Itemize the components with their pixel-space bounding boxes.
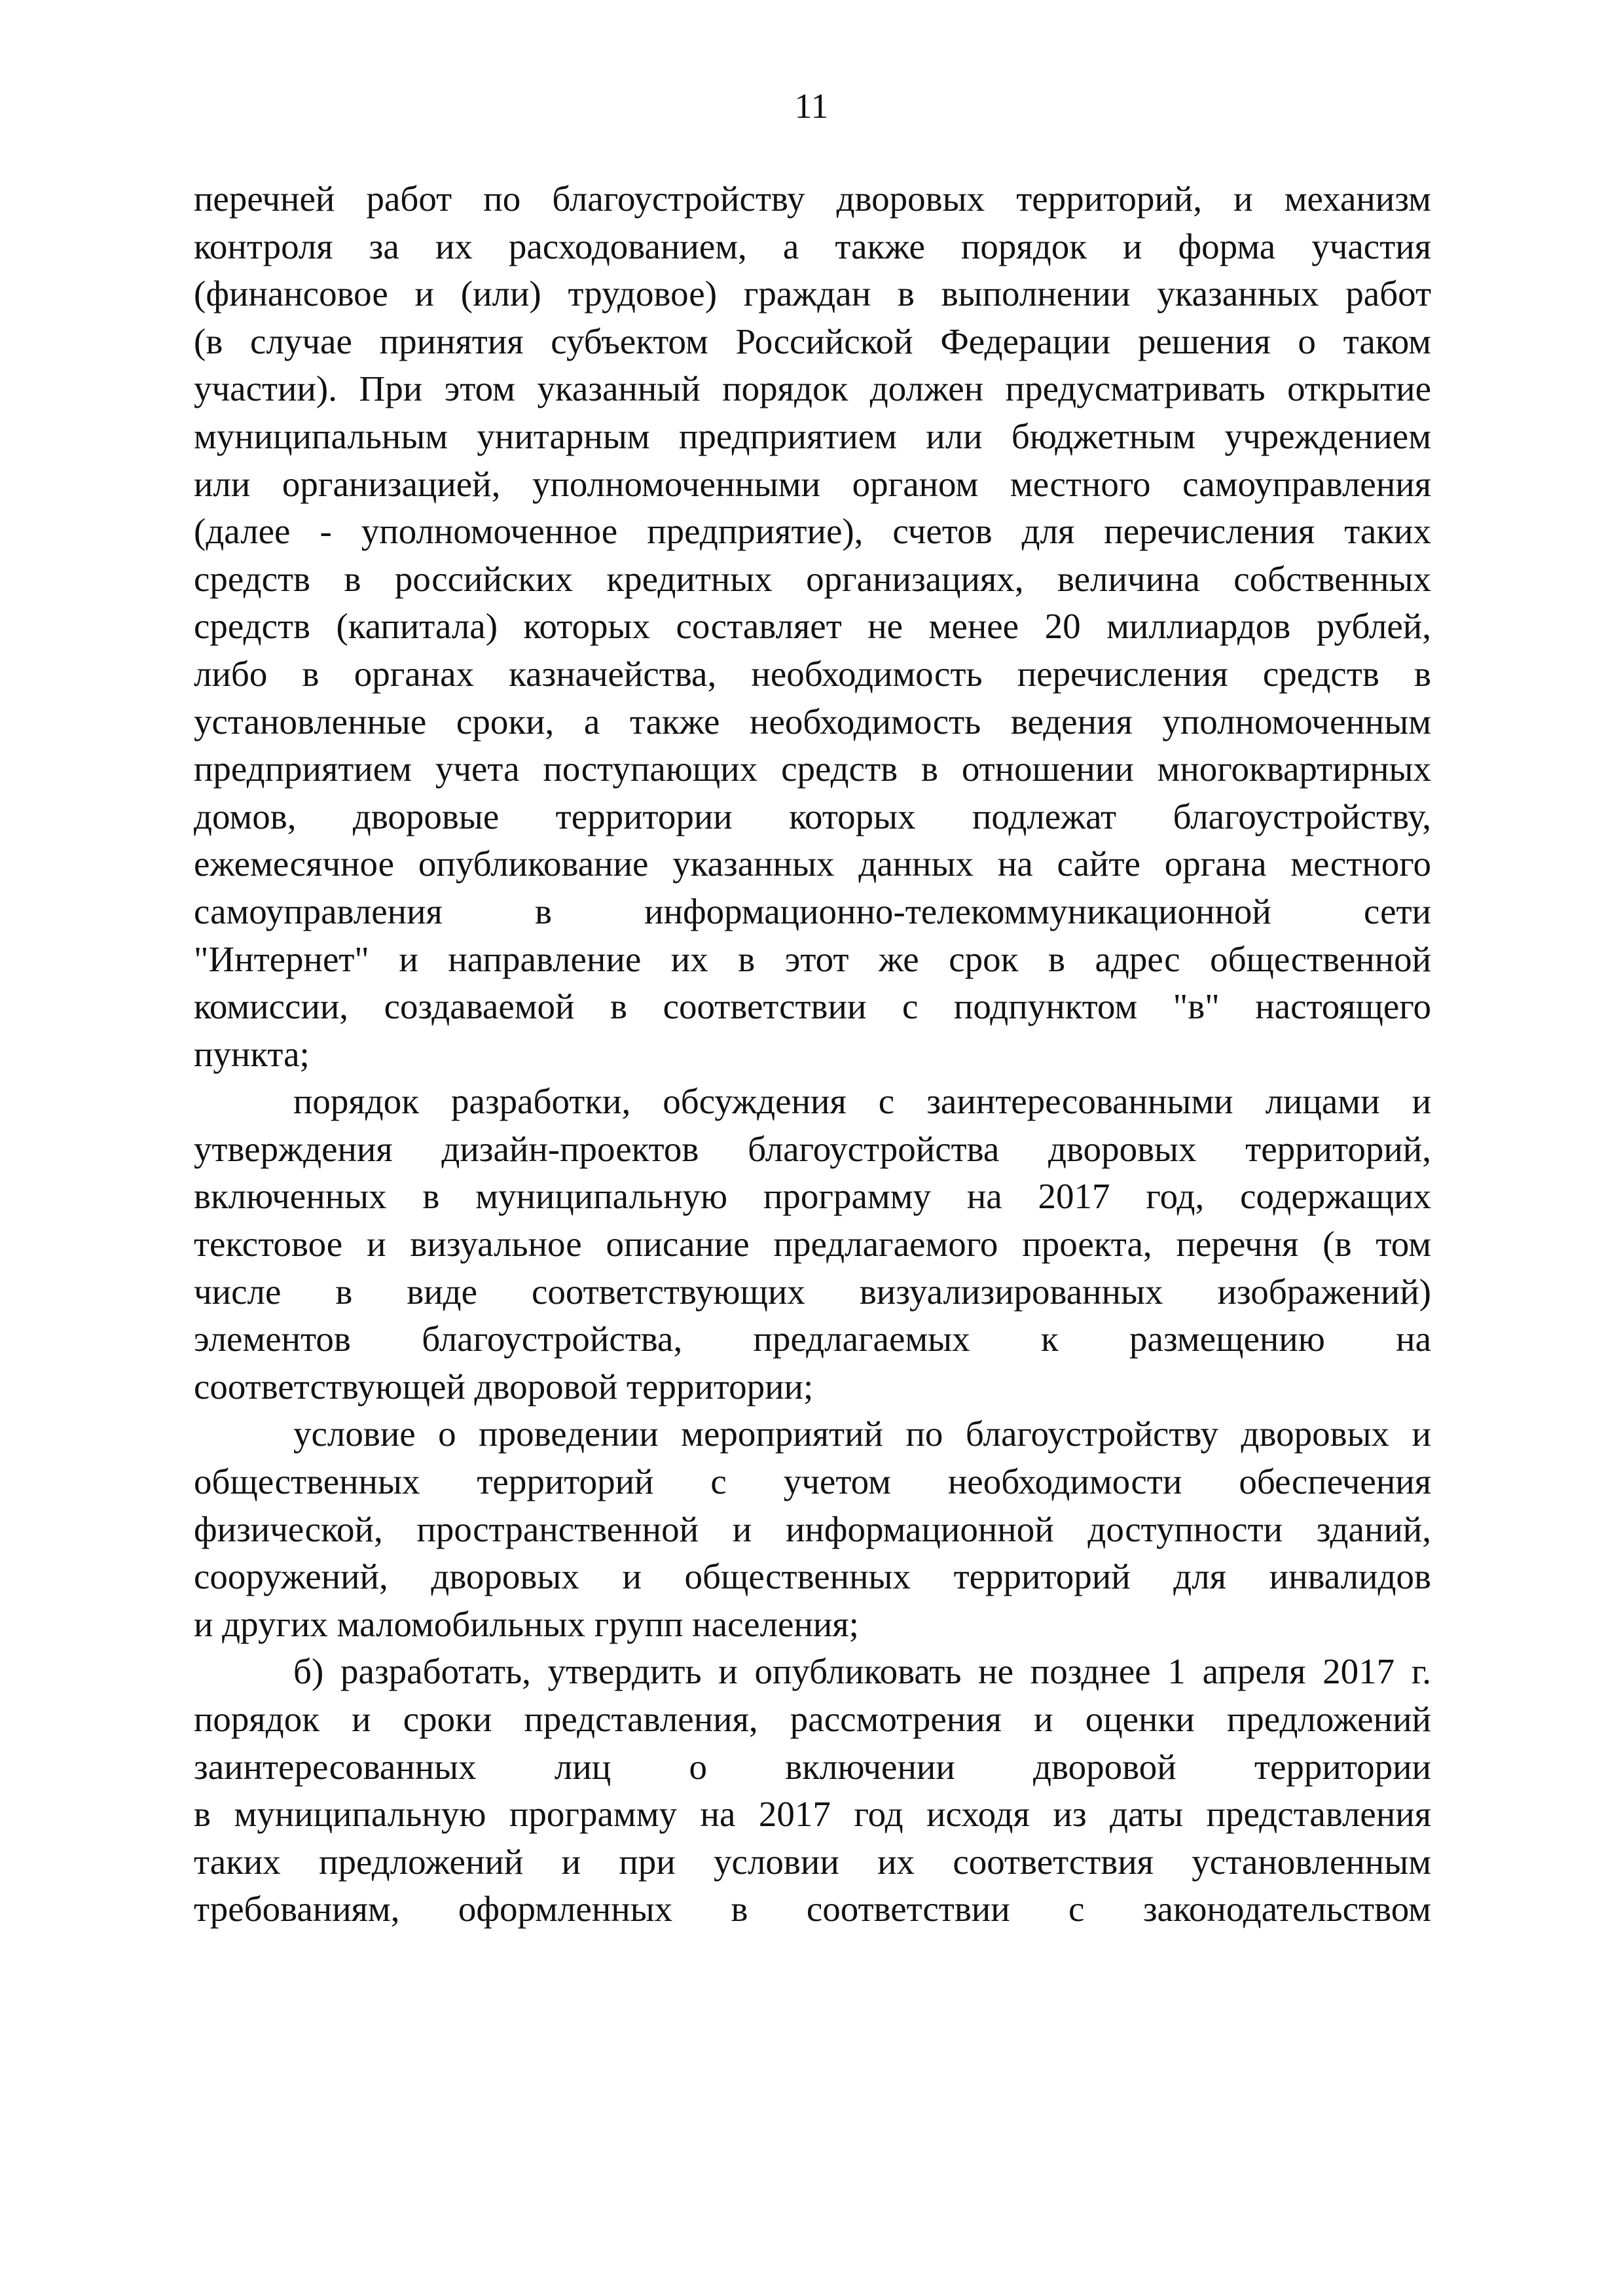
text-line: (далее - уполномоченное предприятие), счетов для перечисления таких xyxy=(194,511,1431,552)
paragraph-2 xyxy=(194,1078,1431,1410)
text-line: комиссии, создаваемой в соответствии с подпунктом "в" настоящего xyxy=(194,986,1431,1027)
page-number: 11 xyxy=(794,86,829,126)
text-line: порядок и сроки представления, рассмотрения и оценки предложений xyxy=(194,1699,1431,1739)
text-line: (в случае принятия субъектом Российской Федерации решения о таком xyxy=(194,321,1431,361)
text-line: б) разработать, утвердить и опубликовать не позднее 1 апреля 2017 г. xyxy=(293,1651,1431,1692)
text-line: числе в виде соответствующих визуализированных изображений) xyxy=(194,1271,1431,1312)
paragraph-4 xyxy=(194,1648,1431,1933)
text-line: средств (капитала) которых составляет не менее 20 миллиардов рублей, xyxy=(194,606,1431,647)
text-line: заинтересованных лиц о включении дворовой территории xyxy=(194,1746,1431,1787)
text-line: таких предложений и при условии их соответствия установленным xyxy=(194,1841,1431,1882)
text-line: сооружений, дворовых и общественных территорий для инвалидов xyxy=(194,1556,1431,1597)
text-line: пункта; xyxy=(194,1033,310,1074)
text-line: "Интернет" и направление их в этот же срок в адрес общественной xyxy=(194,939,1431,979)
text-line: включенных в муниципальную программу на 2017 год, содержащих xyxy=(194,1176,1431,1217)
text-line: перечней работ по благоустройству дворовых территорий, и механизм xyxy=(194,179,1431,219)
text-line: порядок разработки, обсуждения с заинтересованными лицами и xyxy=(293,1081,1431,1122)
text-line: общественных территорий с учетом необходимости обеспечения xyxy=(194,1462,1431,1502)
document-body xyxy=(194,175,1431,1933)
text-line: соответствующей дворовой территории; xyxy=(194,1366,814,1407)
text-line: ежемесячное опубликование указанных данных на сайте органа местного xyxy=(194,844,1431,884)
text-line: физической, пространственной и информационной доступности зданий, xyxy=(194,1509,1431,1549)
text-line: домов, дворовые территории которых подлежат благоустройству, xyxy=(194,796,1431,836)
text-line: в муниципальную программу на 2017 год исходя из даты представления xyxy=(194,1794,1431,1835)
text-line: текстовое и визуальное описание предлагаемого проекта, перечня (в том xyxy=(194,1224,1431,1265)
text-line: предприятием учета поступающих средств в отношении многоквартирных xyxy=(194,749,1431,789)
paragraph-3 xyxy=(194,1410,1431,1648)
text-line: самоуправления в информационно-телекоммуникационной сети xyxy=(194,891,1431,931)
text-line: либо в органах казначейства, необходимость перечисления средств в xyxy=(194,653,1431,694)
text-line: и других маломобильных групп населения; xyxy=(194,1604,859,1644)
text-line: участии). При этом указанный порядок должен предусматривать открытие xyxy=(194,368,1431,409)
text-line: (финансовое и (или) трудовое) граждан в выполнении указанных работ xyxy=(194,274,1431,314)
text-line: требованиям, оформленных в соответствии с законодательством xyxy=(194,1889,1431,1929)
text-line: средств в российских кредитных организациях, величина собственных xyxy=(194,558,1431,599)
text-line: или организацией, уполномоченными органом местного самоуправления xyxy=(194,463,1431,504)
paragraph-1 xyxy=(194,175,1431,1078)
text-line: муниципальным унитарным предприятием или бюджетным учреждением xyxy=(194,416,1431,456)
text-line: установленные сроки, а также необходимость ведения уполномоченным xyxy=(194,701,1431,742)
text-line: элементов благоустройства, предлагаемых к размещению на xyxy=(194,1319,1431,1359)
text-line: условие о проведении мероприятий по благоустройству дворовых и xyxy=(293,1414,1431,1454)
text-line: контроля за их расходованием, а также порядок и форма участия xyxy=(194,226,1431,266)
text-line: утверждения дизайн-проектов благоустройства дворовых территорий, xyxy=(194,1128,1431,1169)
